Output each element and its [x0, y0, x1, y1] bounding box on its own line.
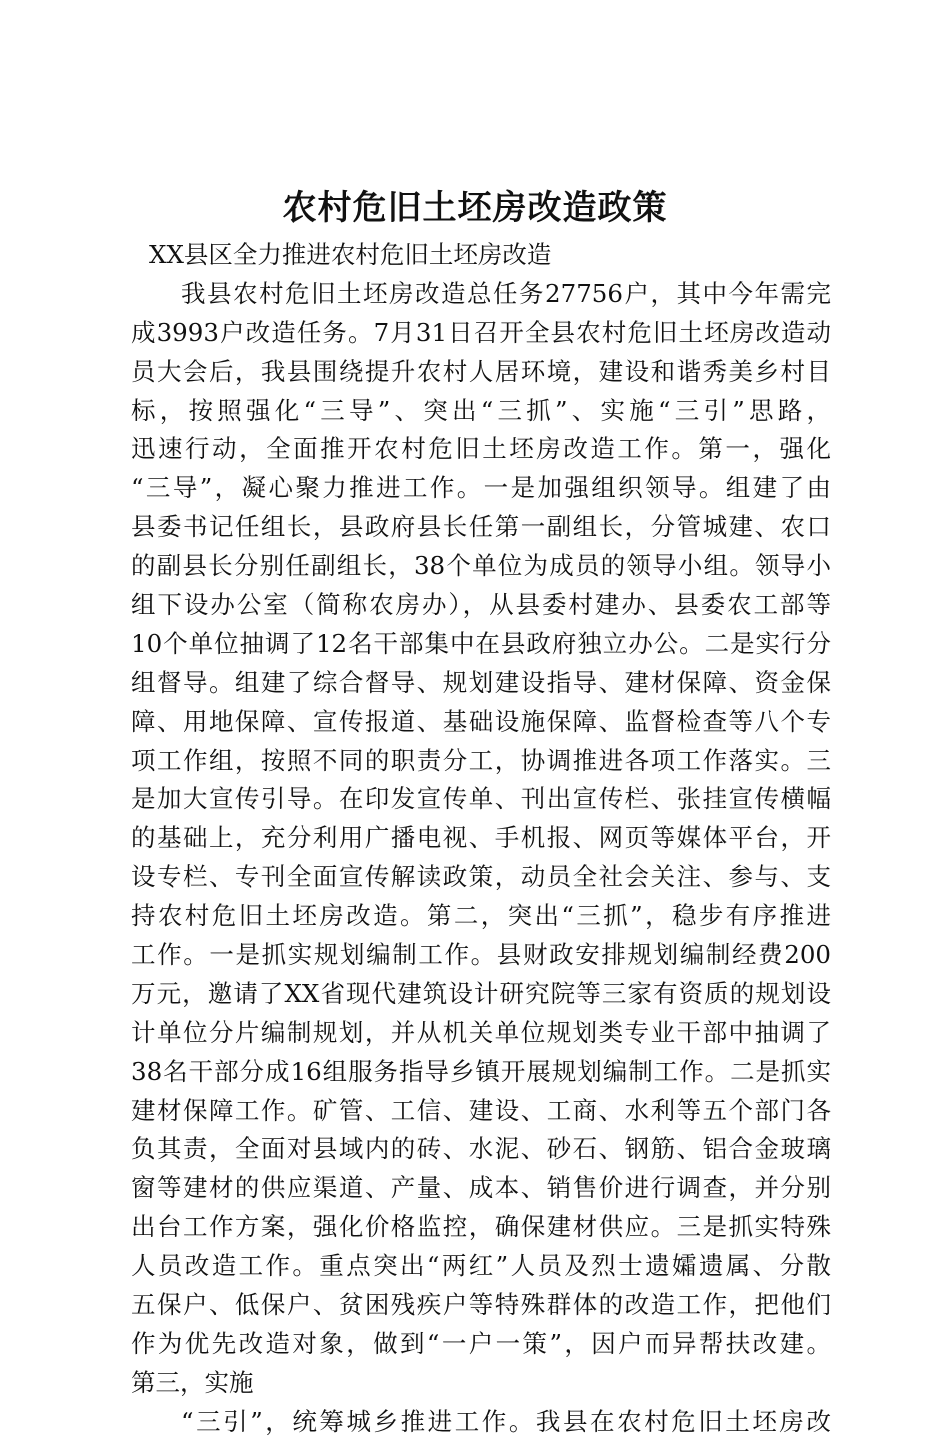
- paragraph-line: “三引”，统筹城乡推进工作。我县在农村危旧土坯房改: [181, 1406, 831, 1436]
- paragraph-line: 员大会后，我县围绕提升农村人居环境，建设和谐秀美乡村目: [131, 356, 831, 386]
- paragraph-line: 万元，邀请了XX省现代建筑设计研究院等三家有资质的规划设: [131, 978, 831, 1008]
- paragraph-line: 迅速行动，全面推开农村危旧土坯房改造工作。第一，强化: [131, 434, 831, 464]
- paragraph-line: 的副县长分别任副组长，38个单位为成员的领导小组。领导小: [131, 551, 831, 581]
- paragraph-line: 持农村危旧土坯房改造。第二，突出“三抓”，稳步有序推进: [131, 901, 831, 931]
- paragraph-line: 10个单位抽调了12名干部集中在县政府独立办公。二是实行分: [131, 628, 831, 658]
- paragraph-line: 第三，实施: [131, 1367, 254, 1397]
- document-body: [131, 236, 831, 1442]
- paragraph-line: 成3993户改造任务。7月31日召开全县农村危旧土坯房改造动: [131, 317, 831, 347]
- paragraph-line: 组督导。组建了综合督导、规划建设指导、建材保障、资金保: [131, 667, 831, 697]
- paragraph-line: 组下设办公室（简称农房办），从县委村建办、县委农工部等: [131, 590, 831, 620]
- paragraph-line: 人员改造工作。重点突出“两红”人员及烈士遗孀遗属、分散: [131, 1251, 831, 1281]
- document-title: 农村危旧土坯房改造政策: [282, 188, 668, 228]
- paragraph-line: 标，按照强化“三导”、突出“三抓”、实施“三引”思路，: [131, 395, 831, 425]
- paragraph-line: 县委书记任组长，县政府县长任第一副组长，分管城建、农口: [131, 512, 831, 542]
- paragraph-line: 负其责，全面对县域内的砖、水泥、砂石、钢筋、铝合金玻璃: [131, 1134, 831, 1164]
- paragraph-line: 出台工作方案，强化价格监控，确保建材供应。三是抓实特殊: [131, 1212, 831, 1242]
- subtitle-line: XX县区全力推进农村危旧土坯房改造: [149, 240, 552, 269]
- paragraph-line: 设专栏、专刊全面宣传解读政策，动员全社会关注、参与、支: [131, 862, 831, 892]
- paragraph-line: 工作。一是抓实规划编制工作。县财政安排规划编制经费200: [131, 940, 831, 970]
- paragraph-line: 项工作组，按照不同的职责分工，协调推进各项工作落实。三: [131, 745, 831, 775]
- paragraph-line: 作为优先改造对象，做到“一户一策”，因户而异帮扶改建。: [131, 1328, 831, 1358]
- paragraph-line: 是加大宣传引导。在印发宣传单、刊出宣传栏、张挂宣传横幅: [131, 784, 831, 814]
- paragraph-line: “三导”，凝心聚力推进工作。一是加强组织领导。组建了由: [131, 473, 831, 503]
- paragraph-line: 五保户、低保户、贫困残疾户等特殊群体的改造工作，把他们: [131, 1290, 831, 1320]
- paragraph-line: 计单位分片编制规划，并从机关单位规划类专业干部中抽调了: [131, 1017, 831, 1047]
- paragraph-line: 建材保障工作。矿管、工信、建设、工商、水利等五个部门各: [131, 1095, 831, 1125]
- paragraph-line: 我县农村危旧土坯房改造总任务27756户，其中今年需完: [181, 278, 831, 308]
- paragraph-line: 38名干部分成16组服务指导乡镇开展规划编制工作。二是抓实: [131, 1056, 831, 1086]
- paragraph-line: 窗等建材的供应渠道、产量、成本、销售价进行调查，并分别: [131, 1173, 831, 1203]
- paragraph-line: 的基础上，充分利用广播电视、手机报、网页等媒体平台，开: [131, 823, 831, 853]
- paragraph-line: 障、用地保障、宣传报道、基础设施保障、监督检查等八个专: [131, 706, 831, 736]
